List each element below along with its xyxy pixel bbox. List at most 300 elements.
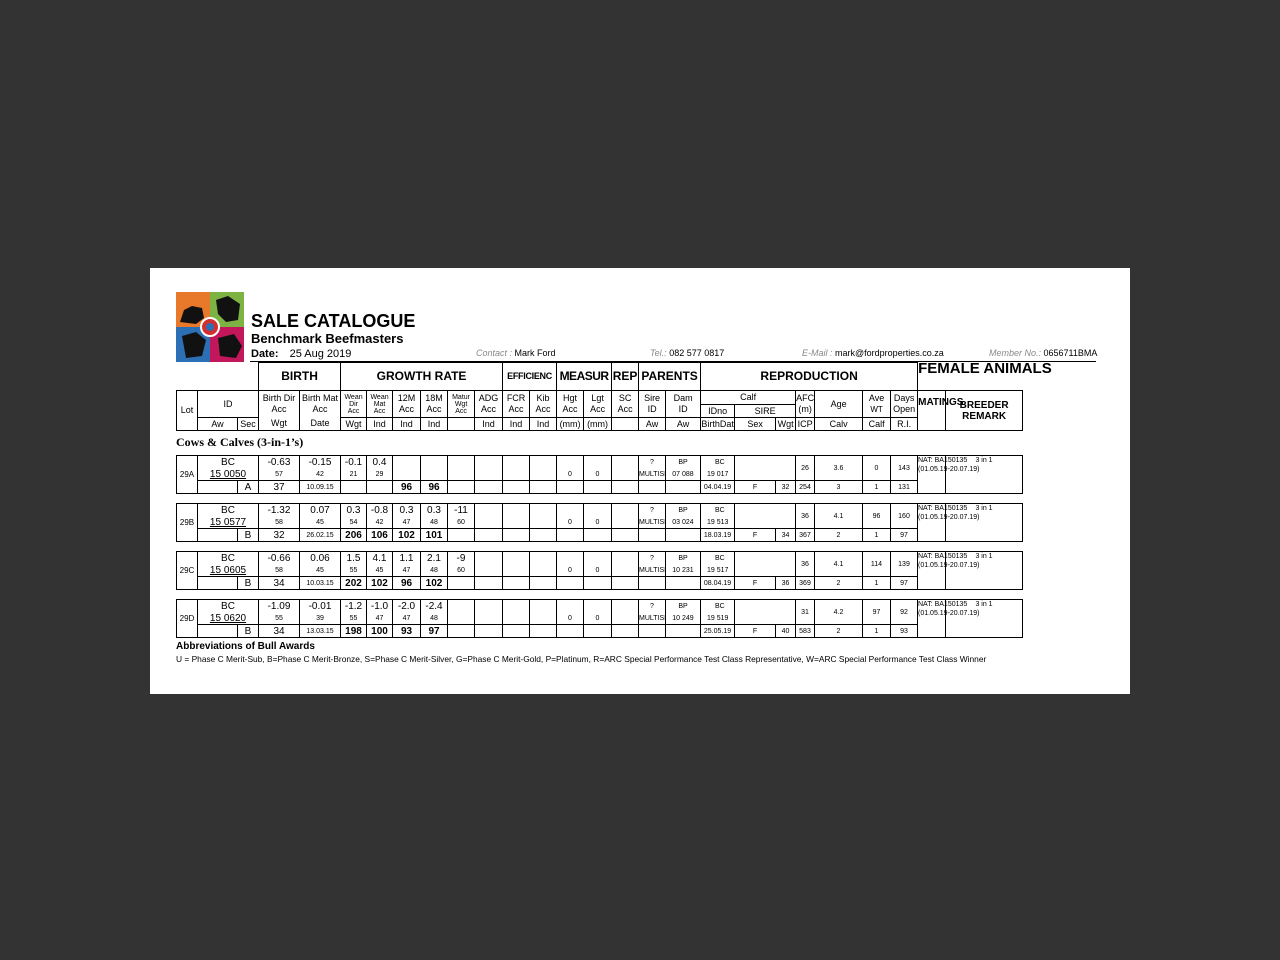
calv-value: 2	[815, 529, 863, 542]
col-afc	[796, 391, 815, 418]
birth-dir-value: -0.66	[259, 552, 300, 565]
col-wean-dir-l1: Wean	[344, 393, 363, 401]
birth-wgt: 34	[259, 625, 300, 638]
calv-value: 2	[815, 625, 863, 638]
birth-mat-acc: 45	[300, 564, 341, 577]
wean-dir-acc: 21	[341, 468, 367, 481]
matur-acc	[448, 468, 475, 481]
calf-prefix: BC	[701, 456, 735, 469]
col-adg-label: ADG	[478, 393, 499, 403]
ri-value: 93	[891, 625, 918, 638]
catalogue-page	[150, 268, 1130, 694]
col-birth-mat-acc: Acc	[312, 404, 328, 415]
dam-top: BP	[666, 456, 701, 469]
col-calf-birthdat: BirthDat	[701, 418, 734, 429]
col-age: Age	[815, 391, 863, 418]
dam-id: 03 024	[666, 516, 701, 529]
breeder-remark-value: 3 in 1	[946, 504, 1023, 542]
col-birth-mat	[300, 391, 341, 418]
lot-number: 29A	[177, 456, 198, 494]
col-kib-acc: Acc	[535, 404, 551, 414]
col-calf-sire: SIRE	[735, 405, 796, 418]
member-value: 0656711BMA	[1043, 348, 1098, 358]
wean-dir-value: 1.5	[341, 552, 367, 565]
tel-label: Tel.:	[650, 348, 667, 358]
m12-acc	[393, 468, 421, 481]
matings-line1: NAT: BA150135	[918, 457, 968, 464]
dam-top: BP	[666, 504, 701, 517]
ave-calf-value: 1	[863, 481, 891, 494]
col-calv: Calv	[815, 418, 863, 431]
age-value: 3.6	[815, 456, 863, 481]
birth-mat-value: -0.15	[300, 456, 341, 469]
animal-id-prefix: BC	[198, 552, 259, 565]
calf-prefix: BC	[701, 552, 735, 565]
wean-dir-acc: 54	[341, 516, 367, 529]
calf-sex: F	[735, 577, 776, 590]
col-afc-label: AFC	[796, 393, 815, 403]
m12-ind: 96	[393, 577, 421, 590]
animal-id-number: 15 0605	[198, 564, 259, 577]
col-wean-mat-l2: Mat	[373, 400, 386, 408]
lgt-value: 0	[584, 456, 612, 481]
birth-dir-acc: 57	[259, 468, 300, 481]
col-12m-ind: Ind	[393, 418, 421, 431]
birth-dir-acc: 55	[259, 612, 300, 625]
ave-wt-value: 96	[863, 504, 891, 529]
calf-wgt: 40	[776, 625, 796, 638]
calf-id: 19 017	[701, 468, 735, 481]
sire-top: ?	[639, 600, 666, 613]
icp-value: 369	[796, 577, 815, 590]
catalogue-title: SALE CATALOGUE	[251, 311, 416, 331]
col-adg-acc: Acc	[481, 404, 497, 414]
m12-value: 0.3	[393, 504, 421, 517]
calf-sex: F	[735, 529, 776, 542]
m18-value	[421, 456, 448, 469]
matur-acc: 60	[448, 564, 475, 577]
m12-value: -2.0	[393, 600, 421, 613]
birth-wgt: 37	[259, 481, 300, 494]
m18-value: 2.1	[421, 552, 448, 565]
hgt-value: 0	[557, 456, 584, 481]
col-sc-label: SC	[618, 393, 632, 403]
birth-wgt: 32	[259, 529, 300, 542]
wean-mat-value: -1.0	[367, 600, 393, 613]
email-label: E-Mail :	[802, 348, 833, 358]
icp-value: 583	[796, 625, 815, 638]
sale-date	[251, 348, 351, 360]
calf-birthdate: 18.03.19	[701, 529, 735, 542]
col-matur-acc: Acc	[455, 407, 467, 415]
wean-mat-acc: 29	[367, 468, 393, 481]
animal-record	[176, 551, 1125, 590]
calf-sex: F	[735, 625, 776, 638]
wean-dir-acc: 55	[341, 612, 367, 625]
wean-mat-ind: 106	[367, 529, 393, 542]
calf-birthdate: 04.04.19	[701, 481, 735, 494]
col-dam-id	[666, 391, 701, 418]
col-sire-id	[639, 391, 666, 418]
abbreviations-text: U = Phase C Merit-Sub, B=Phase C Merit-Bronze, S=Phase C Merit-Silver, G=Phase C Merit-Gold, P=Platinum, R=ARC Special Performance Test Class Representative, W=ARC Special Performance Test Class Winner	[176, 654, 987, 664]
sire-id: MULTISI	[639, 516, 666, 529]
col-ave-label: Ave	[868, 393, 885, 403]
wean-dir-acc: 55	[341, 564, 367, 577]
m12-ind: 102	[393, 529, 421, 542]
afc-value: 31	[796, 600, 815, 625]
sire-top: ?	[639, 456, 666, 469]
contact-label: Contact :	[476, 348, 513, 358]
section-heading: Cows & Calves (3-in-1’s)	[176, 435, 304, 449]
col-wgt: Wgt	[259, 418, 300, 431]
m18-value: -2.4	[421, 600, 448, 613]
animal-id-prefix: BC	[198, 456, 259, 469]
col-sire-label: Sire	[644, 393, 661, 403]
ave-wt-value: 97	[863, 600, 891, 625]
col-days-label: Days	[893, 393, 915, 403]
matings-value	[918, 600, 980, 638]
col-fcr	[503, 391, 530, 418]
birth-date: 10.09.15	[300, 481, 341, 494]
birth-dir-acc: 58	[259, 564, 300, 577]
animal-record	[176, 599, 1125, 638]
ave-wt-value: 114	[863, 552, 891, 577]
col-aw: Aw	[198, 418, 238, 431]
lgt-value: 0	[584, 600, 612, 625]
wean-mat-acc: 47	[367, 612, 393, 625]
m18-ind: 102	[421, 577, 448, 590]
lgt-value: 0	[584, 552, 612, 577]
group-birth: BIRTH	[259, 363, 341, 391]
col-wean-mat-ind: Ind	[367, 418, 393, 431]
wean-dir-ind: 206	[341, 529, 367, 542]
calv-value: 3	[815, 481, 863, 494]
col-wean-dir-acc: Acc	[347, 407, 360, 415]
hgt-value: 0	[557, 504, 584, 529]
col-kib-label: Kib	[536, 393, 550, 403]
group-measure: MEASUR	[557, 363, 612, 391]
col-wean-dir-l2: Dir	[349, 400, 359, 408]
calf-prefix: BC	[701, 504, 735, 517]
col-sec: Sec	[238, 418, 259, 431]
col-hgt-acc: Acc	[562, 404, 578, 414]
ave-wt-value: 0	[863, 456, 891, 481]
col-fcr-ind: Ind	[503, 418, 530, 431]
col-wt-label: WT	[870, 405, 883, 414]
m18-value: 0.3	[421, 504, 448, 517]
email-info	[802, 348, 944, 358]
wean-mat-acc: 45	[367, 564, 393, 577]
animal-record	[176, 503, 1125, 542]
dam-top: BP	[666, 552, 701, 565]
days-open-value: 160	[891, 504, 918, 529]
group-parents: PARENTS	[639, 363, 701, 391]
birth-date: 13.03.15	[300, 625, 341, 638]
calf-wgt: 32	[776, 481, 796, 494]
col-afc-unit: (m)	[798, 404, 812, 414]
col-12m-label: 12M	[397, 393, 416, 403]
col-wean-mat	[367, 391, 393, 418]
col-kib-ind: Ind	[530, 418, 557, 431]
animal-id-number: 15 0620	[198, 612, 259, 625]
calv-value: 2	[815, 577, 863, 590]
matur-acc	[448, 612, 475, 625]
group-reproduction: REPRODUCTION	[701, 363, 918, 391]
birth-dir-value: -1.32	[259, 504, 300, 517]
m18-acc: 48	[421, 612, 448, 625]
hgt-value: 0	[557, 552, 584, 577]
col-lot: Lot	[177, 391, 198, 431]
matings-line2: (01.05.19-20.07.19)	[918, 562, 980, 569]
calf-id: 19 513	[701, 516, 735, 529]
birth-mat-value: -0.01	[300, 600, 341, 613]
ave-calf-value: 1	[863, 577, 891, 590]
matur-acc: 60	[448, 516, 475, 529]
m18-acc: 48	[421, 564, 448, 577]
group-efficiency: EFFICIENC	[503, 363, 557, 391]
col-18m-label: 18M	[425, 393, 443, 403]
m12-value	[393, 456, 421, 469]
col-18m	[421, 391, 448, 418]
calf-sex: F	[735, 481, 776, 494]
birth-dir-value: -0.63	[259, 456, 300, 469]
col-ave-calf: Calf	[863, 418, 891, 431]
birth-wgt: 34	[259, 577, 300, 590]
col-matings: MATINGS	[918, 391, 946, 431]
logo-icon	[176, 292, 244, 362]
days-open-value: 92	[891, 600, 918, 625]
animal-id-number: 15 0050	[198, 468, 259, 481]
contact-info	[476, 348, 556, 358]
wean-dir-value: -1.2	[341, 600, 367, 613]
calf-birthdate: 25.05.19	[701, 625, 735, 638]
wean-mat-value: -0.8	[367, 504, 393, 517]
m18-acc	[421, 468, 448, 481]
col-birth-dir	[259, 391, 300, 418]
birth-dir-acc: 58	[259, 516, 300, 529]
birth-mat-acc: 42	[300, 468, 341, 481]
sire-id: MULTISI	[639, 612, 666, 625]
m18-acc: 48	[421, 516, 448, 529]
wean-mat-value: 0.4	[367, 456, 393, 469]
date-value: 25 Aug 2019	[289, 348, 352, 360]
m18-ind: 96	[421, 481, 448, 494]
icp-value: 367	[796, 529, 815, 542]
col-ave-wt	[863, 391, 891, 418]
m12-acc: 47	[393, 612, 421, 625]
col-18m-ind: Ind	[421, 418, 448, 431]
col-calf: Calf	[701, 391, 796, 405]
dam-top: BP	[666, 600, 701, 613]
col-birth-dir-label: Birth Dir	[262, 393, 296, 404]
afc-value: 26	[796, 456, 815, 481]
group-growth-rate: GROWTH RATE	[341, 363, 503, 391]
col-ri: R.I.	[891, 418, 918, 431]
wean-dir-ind: 202	[341, 577, 367, 590]
ave-calf-value: 1	[863, 625, 891, 638]
calf-id: 19 517	[701, 564, 735, 577]
ave-calf-value: 1	[863, 529, 891, 542]
col-wean-dir-wgt: Wgt	[341, 418, 367, 431]
ri-value: 97	[891, 529, 918, 542]
matings-line2: (01.05.19-20.07.19)	[918, 514, 980, 521]
col-sire-aw: Aw	[639, 418, 666, 431]
calf-wgt: 34	[776, 529, 796, 542]
matur-value: -9	[448, 552, 475, 565]
lot-number: 29B	[177, 504, 198, 542]
col-id: ID	[198, 391, 259, 418]
col-adg-ind: Ind	[475, 418, 503, 431]
wean-mat-value: 4.1	[367, 552, 393, 565]
age-value: 4.1	[815, 504, 863, 529]
col-dam-id-label: ID	[678, 404, 688, 414]
m12-ind: 96	[393, 481, 421, 494]
matings-line2: (01.05.19-20.07.19)	[918, 610, 980, 617]
calf-birthdate: 08.04.19	[701, 577, 735, 590]
col-adg	[475, 391, 503, 418]
col-sc-acc: Acc	[617, 404, 633, 414]
animal-id-prefix: BC	[198, 504, 259, 517]
birth-mat-value: 0.06	[300, 552, 341, 565]
sire-id: MULTISI	[639, 468, 666, 481]
col-birth-mat-label: Birth Mat	[302, 393, 339, 404]
col-wean-dir	[341, 391, 367, 418]
member-info	[989, 348, 1097, 358]
birth-mat-acc: 45	[300, 516, 341, 529]
col-wean-mat-l1: Wean	[370, 393, 389, 401]
days-open-value: 143	[891, 456, 918, 481]
col-wean-mat-acc: Acc	[373, 407, 386, 415]
section-letter: A	[238, 481, 259, 494]
matings-value	[918, 504, 980, 542]
days-open-value: 139	[891, 552, 918, 577]
date-label: Date:	[251, 348, 279, 360]
col-calf-idno: IDno	[701, 405, 735, 418]
col-fcr-label: FCR	[506, 393, 526, 403]
tel-info	[650, 348, 724, 358]
matings-line2: (01.05.19-20.07.19)	[918, 466, 980, 473]
breeder-remark-value: 3 in 1	[946, 552, 1023, 590]
col-icp: ICP	[797, 418, 813, 429]
col-matur-wgt	[448, 391, 475, 418]
matings-line1: NAT: BA150135	[918, 601, 968, 608]
col-sc	[612, 391, 639, 418]
col-hgt-mm: (mm)	[557, 418, 584, 431]
matings-value	[918, 456, 980, 494]
animal-record	[176, 455, 1125, 494]
lot-number: 29C	[177, 552, 198, 590]
col-hgt	[557, 391, 584, 418]
section-letter: B	[238, 625, 259, 638]
sire-top: ?	[639, 552, 666, 565]
calf-wgt: 36	[776, 577, 796, 590]
birth-date: 26.02.15	[300, 529, 341, 542]
wean-dir-ind	[341, 481, 367, 494]
matings-line1: NAT: BA150135	[918, 505, 968, 512]
breeder-remark-value: 3 in 1	[946, 600, 1023, 638]
col-remark-label: REMARK	[962, 410, 1007, 422]
col-12m-acc: Acc	[399, 404, 415, 414]
matings-line1: NAT: BA150135	[918, 553, 968, 560]
calf-prefix: BC	[701, 600, 735, 613]
dam-id: 07 088	[666, 468, 701, 481]
wean-dir-value: -0.1	[341, 456, 367, 469]
wean-mat-ind	[367, 481, 393, 494]
contact-value: Mark Ford	[514, 348, 556, 358]
birth-date: 10.03.15	[300, 577, 341, 590]
col-lgt-acc: Acc	[590, 404, 606, 414]
section-letter: B	[238, 577, 259, 590]
section-title-female-animals: FEMALE ANIMALS	[918, 359, 1052, 377]
birth-mat-acc: 39	[300, 612, 341, 625]
group-rep: REP	[612, 363, 639, 391]
m12-acc: 47	[393, 564, 421, 577]
age-value: 4.2	[815, 600, 863, 625]
col-open-label: Open	[893, 404, 916, 414]
wean-mat-ind: 100	[367, 625, 393, 638]
col-days-open	[891, 391, 918, 418]
matur-value: -11	[448, 504, 475, 517]
birth-mat-value: 0.07	[300, 504, 341, 517]
col-fcr-acc: Acc	[508, 404, 524, 414]
email-value: mark@fordproperties.co.za	[835, 348, 944, 358]
col-sire-id-label: ID	[647, 404, 657, 414]
col-breeder-label: BREEDER	[959, 399, 1009, 411]
col-matur-l2: Wgt	[454, 400, 468, 408]
matings-value	[918, 552, 980, 590]
hgt-value: 0	[557, 600, 584, 625]
wean-dir-ind: 198	[341, 625, 367, 638]
ri-value: 97	[891, 577, 918, 590]
calf-id: 19 519	[701, 612, 735, 625]
sire-id: MULTISI	[639, 564, 666, 577]
sire-top: ?	[639, 504, 666, 517]
animal-id-prefix: BC	[198, 600, 259, 613]
lgt-value: 0	[584, 504, 612, 529]
age-value: 4.1	[815, 552, 863, 577]
col-calf-sex: Sex	[735, 418, 776, 431]
col-lgt-label: Lgt	[591, 393, 604, 403]
ri-value: 131	[891, 481, 918, 494]
m18-ind: 97	[421, 625, 448, 638]
member-label: Member No.:	[989, 348, 1042, 358]
matur-value	[448, 600, 475, 613]
col-birth-dir-acc: Acc	[271, 404, 287, 415]
col-12m	[393, 391, 421, 418]
afc-value: 36	[796, 504, 815, 529]
tel-value: 082 577 0817	[669, 348, 725, 358]
col-matur-l1: Matur	[452, 393, 470, 401]
lot-number: 29D	[177, 600, 198, 638]
animal-id-number: 15 0577	[198, 516, 259, 529]
col-lgt	[584, 391, 612, 418]
wean-mat-ind: 102	[367, 577, 393, 590]
birth-dir-value: -1.09	[259, 600, 300, 613]
col-18m-acc: Acc	[426, 404, 442, 414]
abbreviations-title: Abbreviations of Bull Awards	[176, 641, 315, 652]
wean-mat-acc: 42	[367, 516, 393, 529]
m12-acc: 47	[393, 516, 421, 529]
col-calf-wgt: Wgt	[777, 418, 794, 429]
col-lgt-mm: (mm)	[584, 418, 612, 431]
section-letter: B	[238, 529, 259, 542]
col-kib	[530, 391, 557, 418]
wean-dir-value: 0.3	[341, 504, 367, 517]
m12-value: 1.1	[393, 552, 421, 565]
col-dam-label: Dam	[673, 393, 693, 403]
matur-value	[448, 456, 475, 469]
afc-value: 36	[796, 552, 815, 577]
